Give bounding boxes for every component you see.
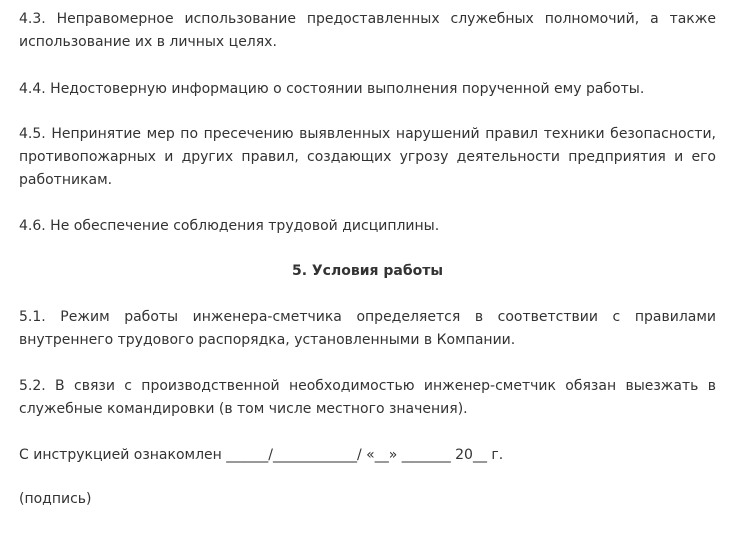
paragraph-4-3: 4.3. Неправомерное использование предоставленных служебных полномочий, а также использование их в личных целях. (19, 11, 716, 50)
paragraph-4-5: 4.5. Непринятие мер по пресечению выявленных нарушений правил техники безопасности, противопожарных и других правил, создающих угрозу деятельности предприятия и его работникам. (19, 126, 716, 188)
section-5-title: 5. Условия работы (291, 263, 444, 279)
paragraph-4-6: 4.6. Не обеспечение соблюдения трудовой дисциплины. (19, 218, 440, 234)
paragraph-5-1: 5.1. Режим работы инженера-сметчика определяется в соответствии с правилами внутреннего трудового распорядка, установленными в Компании. (19, 309, 716, 348)
paragraph-5-2: 5.2. В связи с производственной необходимостью инженер-сметчик обязан выезжать в служебные командировки (в том числе местного значения). (19, 378, 716, 417)
acknowledgement-line: С инструкцией ознакомлен ______/____________/ «__» _______ 20__ г. (19, 447, 504, 463)
paragraph-4-4: 4.4. Недостоверную информацию о состоянии выполнения порученной ему работы. (19, 81, 645, 97)
signature-label: (подпись) (19, 491, 92, 507)
